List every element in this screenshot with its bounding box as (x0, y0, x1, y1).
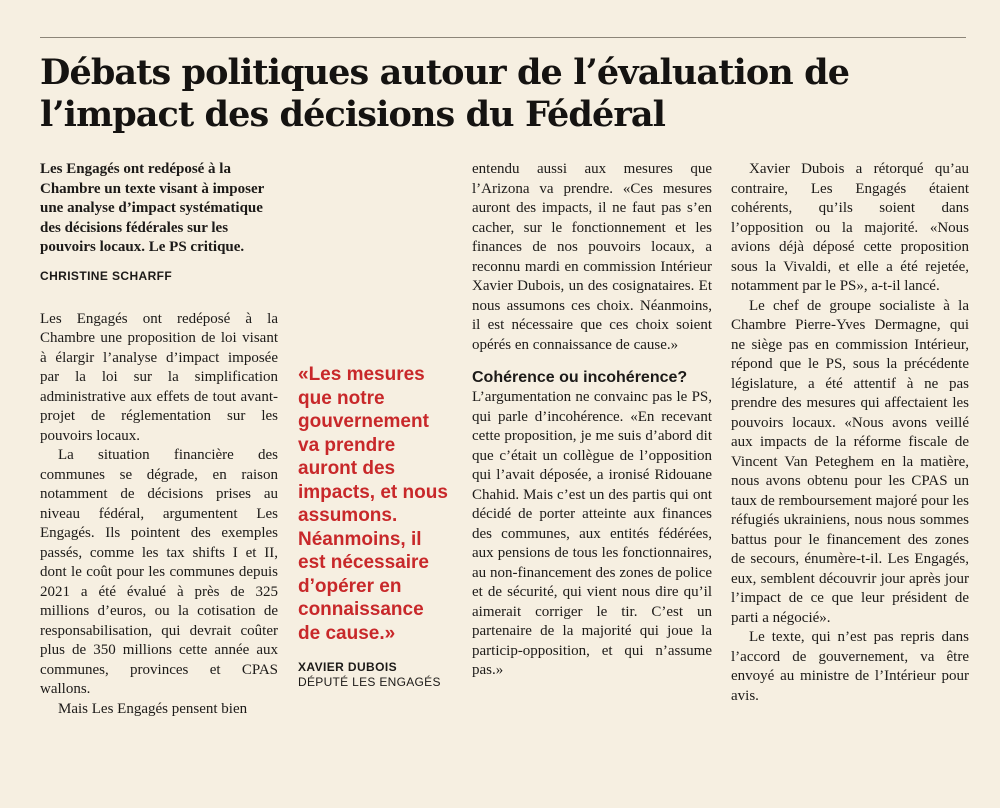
subheading: Cohérence ou incohérence? (472, 369, 688, 386)
column-3 (472, 160, 712, 681)
pullquote-role: DÉPUTÉ LES ENGAGÉS (298, 675, 441, 689)
body-paragraph: Mais Les Engagés pensent bien (58, 700, 248, 717)
body-paragraph: Le chef de groupe socialiste à la Chambre Pierre-Yves Dermagne, qui ne siège pas en commission Intérieur, répond que le PS, sous la précédente législature, a été attentif à ne pas prendre des mesures qui affectaient les pouvoirs locaux. «Nous avons veillé aux impacts de la réforme fiscale de Vincent Van Peteghem en la matière, nous avons obtenu pour les CPAS un taux de remboursement majoré pour les réfugiés ukrainiens, nous nous sommes battus pour le financement des zones de secours, énumère-t-il. Les Engagés, eux, semblent découvrir jour après jour l’impact de ce que leur président de parti a négocié». (731, 297, 969, 626)
pullquote: «Les mesures que notre gouvernement va prendre auront des impacts, et nous assumons. Néanmoins, il est nécessaire d’opérer en connaissance de cause.» (298, 364, 448, 644)
headline: Débats politiques autour de l’évaluation de l’impact des décisions du Fédéral (40, 52, 850, 135)
byline: CHRISTINE SCHARFF (40, 268, 173, 283)
top-rule (40, 37, 966, 38)
body-paragraph: entendu aussi aux mesures que l’Arizona va prendre. «Ces mesures auront des impacts, il ne faut pas s’en cacher, sur le fonctionnement et les finances de nos pouvoirs locaux, a reconnu mardi en commission Intérieur Xavier Dubois, un des cosignataires. Et nous assumons ces choix. Néanmoins, il est nécessaire que ces choix soient opérés en connaissance de cause.» (472, 161, 712, 353)
body-paragraph: Le texte, qui n’est pas repris dans l’accord de gouvernement, va être envoyé au ministre de l’Intérieur pour avis. (731, 629, 969, 704)
body-paragraph: L’argumentation ne convainc pas le PS, qui parle d’incohérence. «En recevant cette proposition, je me suis d’abord dit que c’était un collègue de l’opposition qui l’avait déposée, a ironisé Ridouane Chahid. Mais c’est un des partis qui ont décidé de porter atteinte aux finances des communes, aux entités fédérées, aux pensions de tous les fonctionnaires, au non-financement des zones de police et de sécurité, qui vient nous dire qu’il aimerait corriger le tir. C’est un partenaire de la majorité qui joue la particip-opposition, et qui n’assume pas.» (472, 389, 712, 678)
body-paragraph: Les Engagés ont redéposé à la Chambre une proposition de loi visant à élargir l’analyse d’impact imposée par la loi sur la simplification administrative aux effets de tout avant-projet de réglementation sur les pouvoirs locaux. (40, 310, 278, 444)
lead-paragraph: Les Engagés ont redéposé à la Chambre un texte visant à imposer une analyse d’impact systématique des décisions fédérales sur les pouvoirs locaux. Le PS critique. (40, 161, 265, 255)
pullquote-column (298, 160, 450, 690)
column-4 (731, 160, 969, 706)
column-1 (40, 160, 278, 719)
pullquote-author: XAVIER DUBOIS (298, 660, 397, 674)
body-paragraph: La situation financière des communes se dégrade, en raison notamment de décisions prises au niveau fédéral, argumentent Les Engagés. Ils pointent des exemples passés, comme les tax shifts I et II, dont le coût pour les communes depuis 2021 a été évalué à près de 325 millions d’euros, ou la cotisation de responsabilisation, qui devrait coûter plus de 350 millions cette année aux communes, provinces et CPAS wallons. (40, 447, 278, 697)
body-paragraph: Xavier Dubois a rétorqué qu’au contraire, Les Engagés étaient cohérents, qu’ils soient dans l’opposition ou la majorité. «Nous avions déjà déposé cette proposition sous la Vivaldi, et elle a été rejetée, notamment par le PS», a-t-il lancé. (731, 161, 969, 294)
